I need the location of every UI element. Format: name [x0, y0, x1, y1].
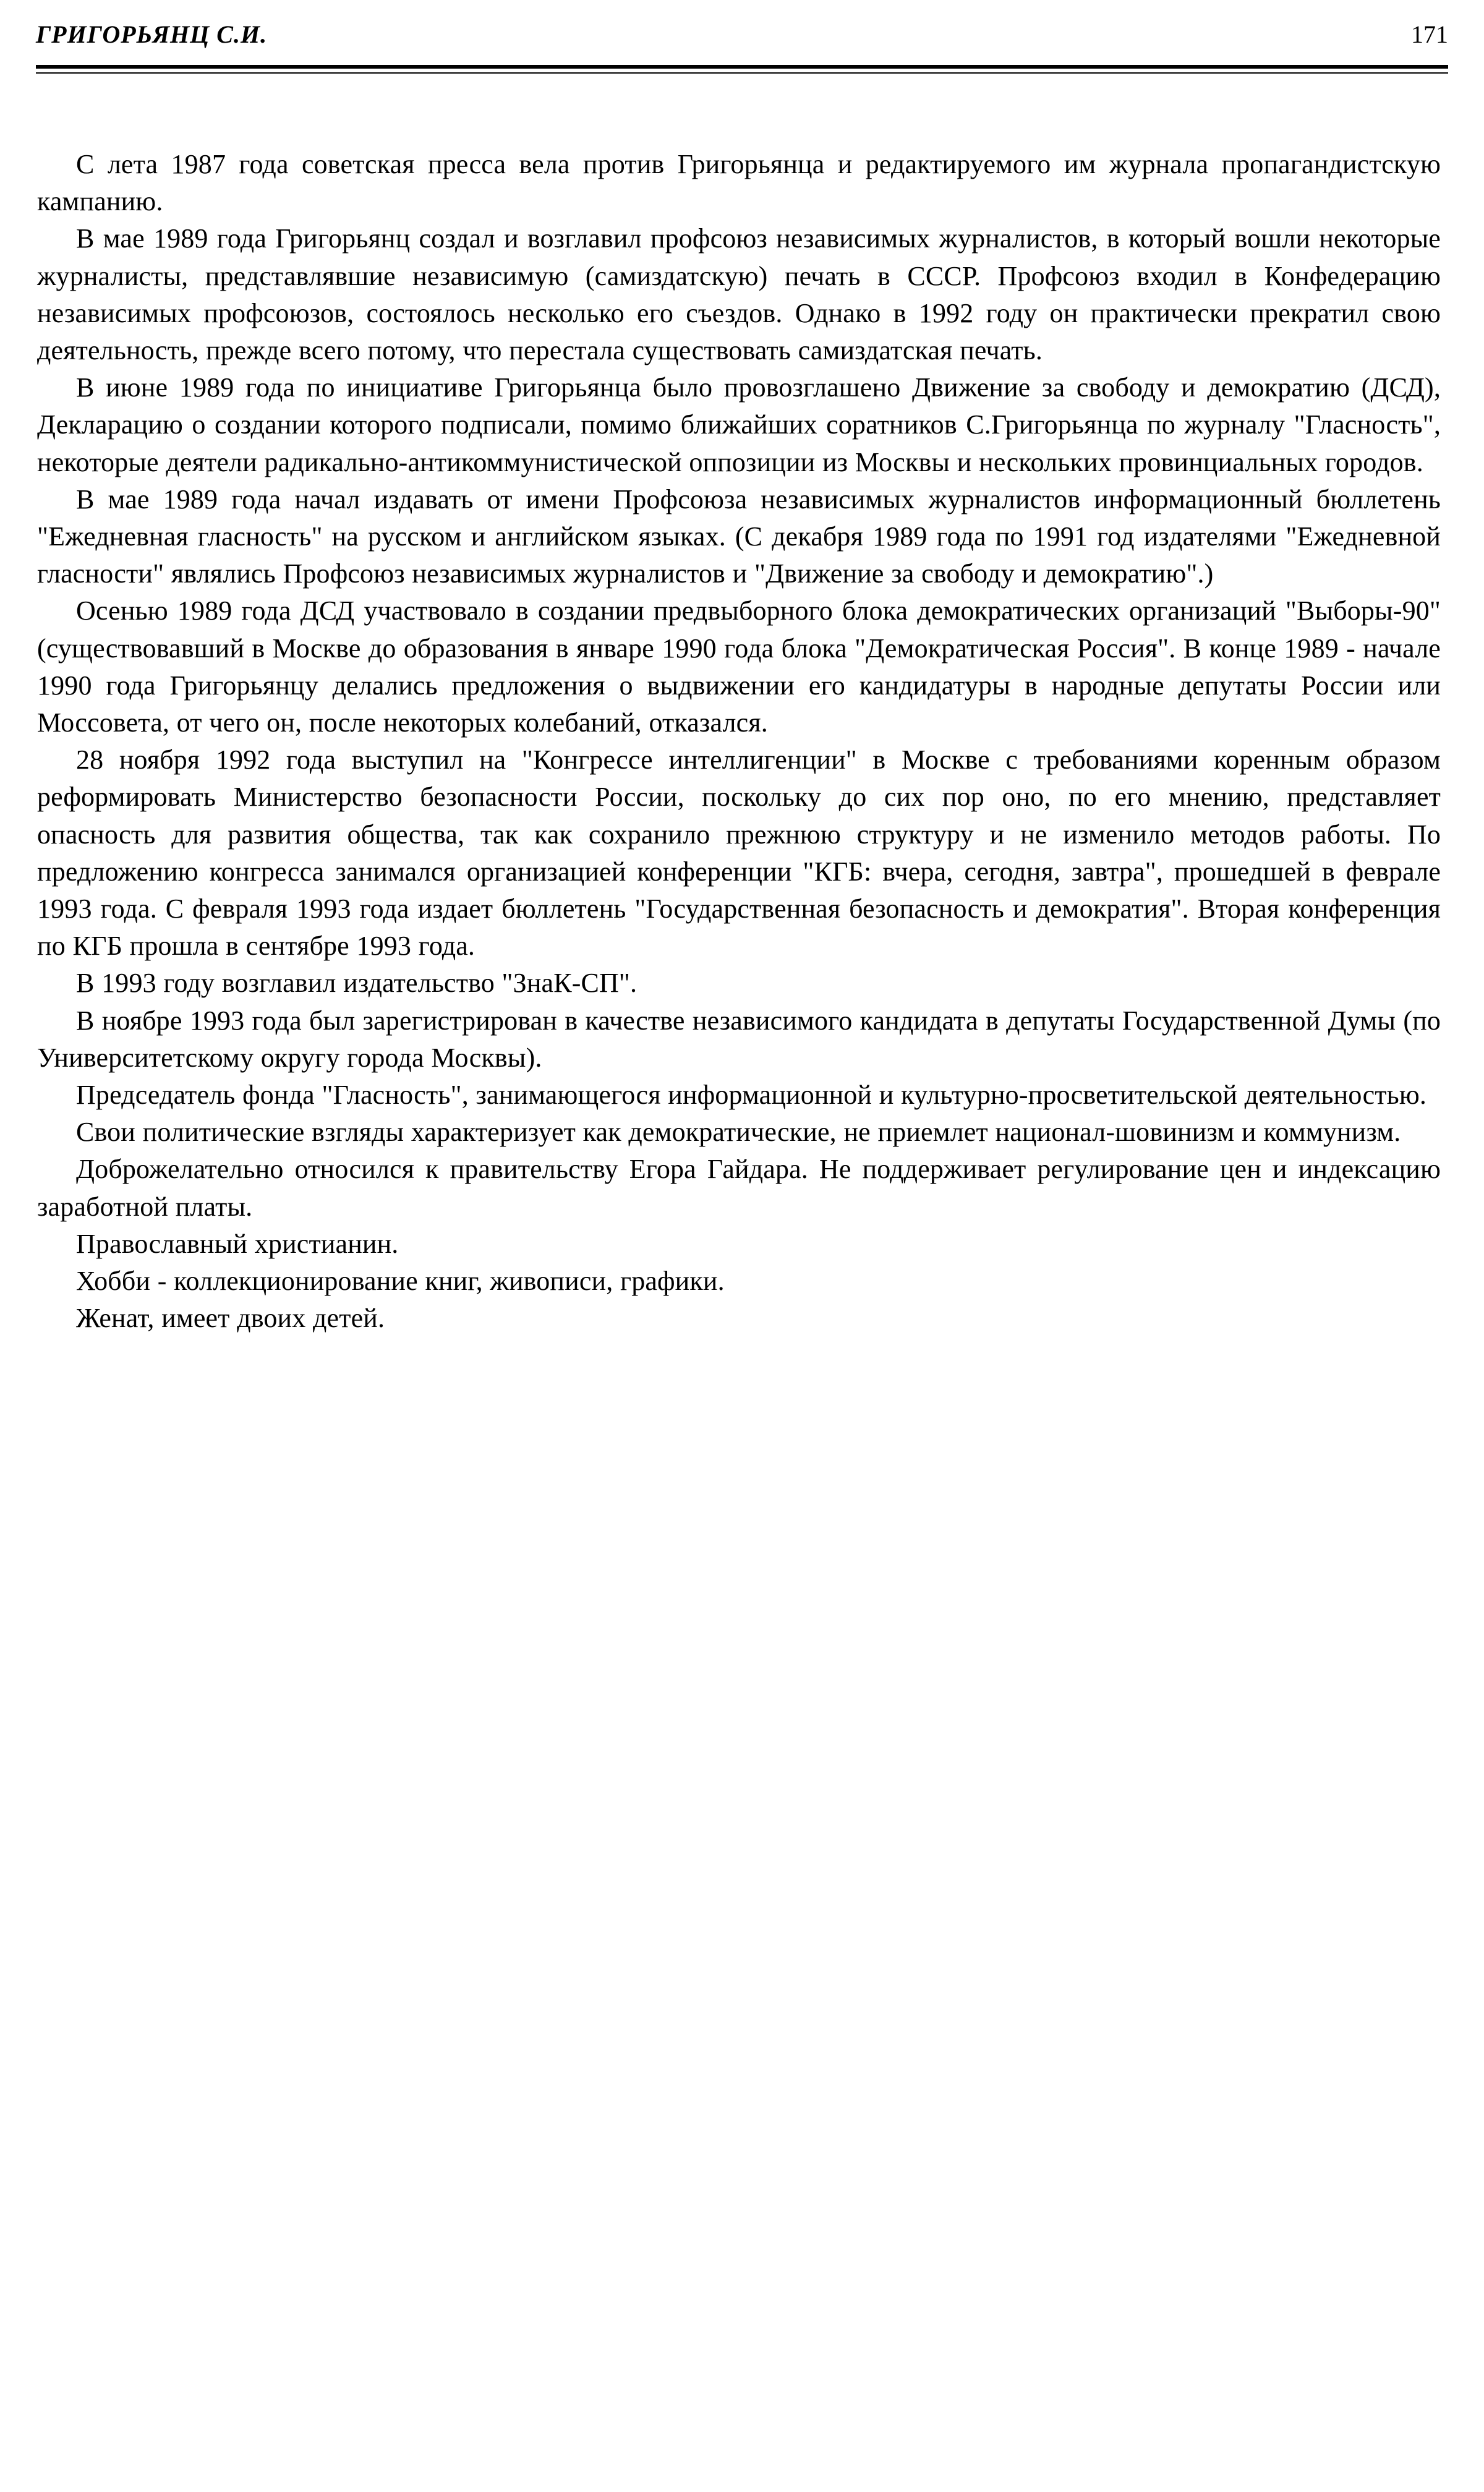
paragraph: 28 ноября 1992 года выступил на "Конгрессе интеллигенции" в Москве с требованиями коренным образом реформировать Министерство безопасности России, поскольку до сих пор оно, по его мнению, представляет опасность для развития общества, так как сохранило прежнюю структуру и не изменило методов работы. По предложению конгресса занимался организацией конференции "КГБ: вчера, сегодня, завтра", прошедшей в феврале 1993 года. С февраля 1993 года издает бюллетень "Государственная безопасность и демократия". Вторая конференция по КГБ прошла в сентябре 1993 года. — [37, 745, 1441, 962]
article-body — [37, 146, 1441, 1338]
paragraph: Православный христианин. — [76, 1228, 399, 1259]
paragraph: С лета 1987 года советская пресса вела против Григорьянца и редактируемого им журнала пропагандистскую кампанию. — [37, 149, 1441, 217]
paragraph: Председатель фонда "Гласность", занимающегося информационной и культурно-просветительской деятельностью. — [76, 1080, 1427, 1111]
paragraph: Женат, имеет двоих детей. — [76, 1303, 385, 1334]
paragraph: Доброжелательно относился к правительству Егора Гайдара. Не поддерживает регулирование цен и индексацию заработной платы. — [37, 1154, 1441, 1222]
paragraph: Осенью 1989 года ДСД участвовало в создании предвыборного блока демократических организаций "Выборы-90" (существовавший в Москве до образования в январе 1990 года блока "Демократическая Россия". В конце 1989 - начале 1990 года Григорьянцу делались предложения о выдвижении его кандидатуры в народные депутаты России или Моссовета, от чего он, после некоторых колебаний, отказался. — [37, 595, 1441, 738]
paragraph: В июне 1989 года по инициативе Григорьянца было провозглашено Движение за свободу и демократию (ДСД), Декларацию о создании которого подписали, помимо ближайших соратников С.Григорьянца по журналу "Гласность", некоторые деятели радикально-антикоммунистической оппозиции из Москвы и нескольких провинциальных городов. — [37, 372, 1441, 477]
running-head-author: ГРИГОРЬЯНЦ С.И. — [36, 20, 268, 48]
header-rule-thick — [36, 65, 1448, 69]
page-header — [36, 14, 1448, 51]
paragraph: В мае 1989 года Григорьянц создал и возглавил профсоюз независимых журналистов, в который вошли некоторые журналисты, представлявшие независимую (самиздатскую) печать в СССР. Профсоюз входил в Конфедерацию независимых профсоюзов, состоялось несколько его съездов. Однако в 1992 году он практически прекратил свою деятельность, прежде всего потому, что перестала существовать самиздатская печать. — [37, 223, 1441, 366]
paragraph: В мае 1989 года начал издавать от имени Профсоюза независимых журналистов информационный бюллетень "Ежедневная гласность" на русском и английском языках. (С декабря 1989 года по 1991 год издателями "Ежедневной гласности" являлись Профсоюз независимых журналистов и "Движение за свободу и демократию".) — [37, 484, 1441, 589]
paragraph: В 1993 году возглавил издательство "ЗнаК-СП". — [76, 968, 638, 999]
header-rule-thin — [36, 72, 1448, 74]
paragraph: Хобби - коллекционирование книг, живописи, графики. — [76, 1266, 725, 1297]
paragraph: В ноябре 1993 года был зарегистрирован в качестве независимого кандидата в депутаты Государственной Думы (по Университетскому округу города Москвы). — [37, 1005, 1441, 1073]
paragraph: Свои политические взгляды характеризует как демократические, не приемлет национал-шовинизм и коммунизм. — [76, 1117, 1401, 1148]
page-number: 171 — [1411, 20, 1448, 48]
